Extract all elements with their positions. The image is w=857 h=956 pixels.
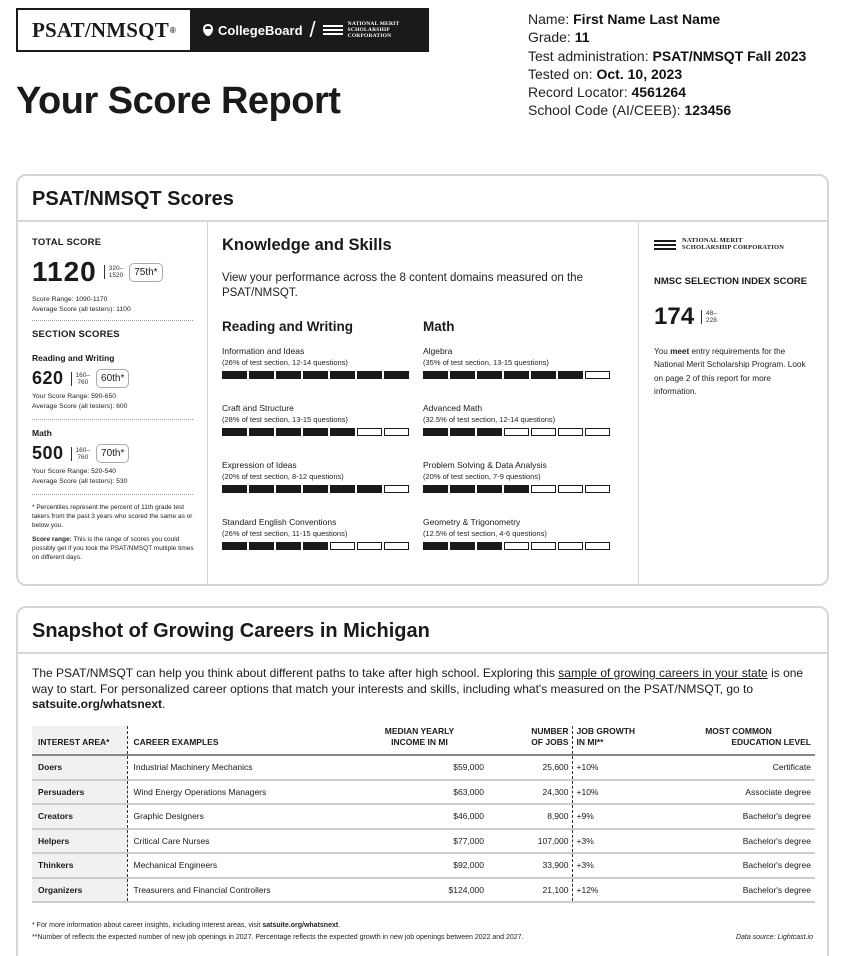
nmsc-eligibility-text: You meet entry requirements for the National Merit Scholarship Program. Look on page 2 of this report for more information. bbox=[654, 346, 806, 397]
career-example-cell: Wind Energy Operations Managers bbox=[127, 780, 349, 805]
income-cell: $63,000 bbox=[349, 780, 506, 805]
education-cell: Bachelor's degree bbox=[660, 829, 815, 854]
registered-mark: ® bbox=[169, 25, 177, 35]
col-education-level: MOST COMMON EDUCATION LEVEL bbox=[660, 726, 815, 755]
bar-segment-empty bbox=[504, 542, 529, 550]
nmsc-lines-icon bbox=[654, 240, 676, 250]
table-row bbox=[32, 878, 815, 903]
jobs-cell: 24,300 bbox=[506, 780, 572, 805]
bar-segment-filled bbox=[303, 485, 328, 493]
domain-weight: (26% of test section, 11-15 questions) bbox=[222, 529, 348, 538]
domain-weight: (20% of test section, 7-9 questions) bbox=[423, 472, 541, 481]
performance-bar bbox=[423, 542, 624, 550]
bar-segment-filled bbox=[330, 428, 355, 436]
performance-bar bbox=[423, 371, 624, 379]
domain-name: Advanced Math bbox=[423, 403, 483, 413]
bar-segment-filled bbox=[504, 485, 529, 493]
jobs-cell: 21,100 bbox=[506, 878, 572, 903]
performance-bar bbox=[222, 428, 423, 436]
table-row bbox=[32, 829, 815, 854]
income-cell: $77,000 bbox=[349, 829, 506, 854]
col-interest-area: INTEREST AREA* bbox=[32, 726, 127, 755]
bar-segment-filled bbox=[222, 485, 247, 493]
score-summary-column bbox=[18, 222, 208, 586]
interest-area-cell: Doers bbox=[32, 755, 127, 780]
total-score: 1120 bbox=[32, 256, 97, 287]
bar-segment-filled bbox=[423, 542, 448, 550]
careers-card bbox=[16, 606, 829, 956]
careers-footnote-2: **Number of reflects the expected number of new job openings in 2027. Percentage reflects the expected growth in new job openings between 2022 and 2027. bbox=[32, 934, 524, 941]
table-row bbox=[32, 804, 815, 829]
divider bbox=[32, 494, 193, 495]
interest-area-cell: Creators bbox=[32, 804, 127, 829]
record-locator-row: Record Locator: 4561264 bbox=[528, 84, 687, 101]
rw-average-score: Average Score (all testers): 600 bbox=[32, 402, 128, 410]
nmsc-lines-icon bbox=[323, 25, 343, 35]
col-career-examples: CAREER EXAMPLES bbox=[127, 726, 349, 755]
bar-segment-empty bbox=[531, 485, 556, 493]
domain-name: Standard English Conventions bbox=[222, 517, 337, 527]
bar-segment-filled bbox=[276, 485, 301, 493]
performance-bar bbox=[222, 542, 423, 550]
acorn-icon bbox=[202, 23, 214, 37]
rw-score-row bbox=[32, 368, 207, 389]
tested-on-row: Tested on: Oct. 10, 2023 bbox=[528, 65, 683, 82]
nmsc-index-score: 174 bbox=[654, 302, 695, 330]
bar-segment-empty bbox=[585, 485, 610, 493]
bar-segment-filled bbox=[423, 371, 448, 379]
bar-segment-empty bbox=[558, 428, 583, 436]
total-percentile-badge: 75th* bbox=[129, 263, 162, 282]
domain-name: Algebra bbox=[423, 346, 453, 356]
school-code-row: School Code (AI/CEEB): 123456 bbox=[528, 102, 732, 119]
nmsc-logo bbox=[323, 21, 427, 39]
total-score-row bbox=[32, 256, 207, 288]
rw-domains-heading: Reading and Writing bbox=[222, 319, 353, 334]
bar-segment-filled bbox=[330, 371, 355, 379]
bar-segment-filled bbox=[357, 485, 382, 493]
col-number-jobs: NUMBER OF JOBS bbox=[506, 726, 572, 755]
performance-bar bbox=[222, 371, 423, 379]
bar-segment-filled bbox=[222, 542, 247, 550]
tested-on-value: Oct. 10, 2023 bbox=[596, 65, 683, 82]
math-score: 500 bbox=[32, 443, 64, 463]
section-scores-label: SECTION SCORES bbox=[32, 329, 120, 340]
math-average-score: Average Score (all testers): 530 bbox=[32, 477, 128, 485]
performance-bar bbox=[222, 485, 423, 493]
bar-segment-filled bbox=[477, 371, 502, 379]
scores-card-title: PSAT/NMSQT Scores bbox=[18, 176, 827, 222]
jobs-cell: 25,600 bbox=[506, 755, 572, 780]
career-example-cell: Industrial Machinery Mechanics bbox=[127, 755, 349, 780]
divider bbox=[32, 320, 193, 321]
career-example-cell: Critical Care Nurses bbox=[127, 829, 349, 854]
growth-cell: +12% bbox=[572, 878, 660, 903]
student-name-row: Name: First Name Last Name bbox=[528, 11, 721, 27]
domain-item bbox=[222, 460, 423, 517]
math-domains-heading: Math bbox=[423, 319, 455, 334]
bar-segment-empty bbox=[384, 428, 409, 436]
bar-segment-filled bbox=[330, 485, 355, 493]
education-cell: Bachelor's degree bbox=[660, 853, 815, 878]
knowledge-skills-column bbox=[208, 222, 639, 586]
career-example-cell: Mechanical Engineers bbox=[127, 853, 349, 878]
bar-segment-filled bbox=[531, 371, 556, 379]
grade-value: 11 bbox=[574, 29, 590, 46]
bar-segment-empty bbox=[330, 542, 355, 550]
interest-area-cell: Helpers bbox=[32, 829, 127, 854]
scores-card bbox=[16, 174, 829, 586]
student-name: First Name Last Name bbox=[573, 11, 721, 27]
domain-name: Problem Solving & Data Analysis bbox=[423, 460, 547, 470]
test-admin-value: PSAT/NMSQT Fall 2023 bbox=[652, 47, 807, 64]
domain-item bbox=[423, 460, 624, 517]
growth-cell: +10% bbox=[572, 755, 660, 780]
table-row bbox=[32, 780, 815, 805]
domain-item bbox=[423, 517, 624, 574]
col-median-income: MEDIAN YEARLY INCOME IN MI bbox=[349, 726, 506, 755]
careers-table-header bbox=[32, 726, 815, 755]
education-cell: Associate degree bbox=[660, 780, 815, 805]
bar-segment-filled bbox=[423, 428, 448, 436]
domain-item bbox=[423, 403, 624, 460]
record-locator-value: 4561264 bbox=[631, 84, 687, 101]
psat-logo-text: PSAT/NMSQT bbox=[31, 17, 169, 42]
jobs-cell: 33,900 bbox=[506, 853, 572, 878]
bar-segment-empty bbox=[384, 485, 409, 493]
bar-segment-filled bbox=[249, 428, 274, 436]
sponsor-logos bbox=[190, 10, 427, 50]
bar-segment-filled bbox=[450, 428, 475, 436]
bar-segment-filled bbox=[384, 371, 409, 379]
interest-area-cell: Organizers bbox=[32, 878, 127, 903]
jobs-cell: 8,900 bbox=[506, 804, 572, 829]
score-range-footnote: Score range: This is the range of scores you could possibly get if you took the PSAT/NMSQT multiple times on different days. bbox=[32, 536, 194, 561]
careers-intro: The PSAT/NMSQT can help you think about different paths to take after high school. Exploring this sample of growing careers in your state is one way to start. For personalized career options that match your interests and skills, including what's measured on the PSAT/NMSQT, go to satsuite.org/whatsnext. bbox=[32, 666, 804, 711]
total-score-label: TOTAL SCORE bbox=[32, 237, 102, 248]
test-admin-row: Test administration: PSAT/NMSQT Fall 2023 bbox=[528, 47, 807, 64]
divider bbox=[32, 419, 193, 420]
bar-segment-empty bbox=[585, 428, 610, 436]
interest-area-cell: Persuaders bbox=[32, 780, 127, 805]
domain-name: Craft and Structure bbox=[222, 403, 294, 413]
student-info bbox=[528, 10, 806, 120]
domain-weight: (12.5% of test section, 4-6 questions) bbox=[423, 529, 547, 538]
income-cell: $92,000 bbox=[349, 853, 506, 878]
bar-segment-filled bbox=[276, 371, 301, 379]
growth-cell: +10% bbox=[572, 780, 660, 805]
bar-segment-filled bbox=[477, 485, 502, 493]
bar-segment-empty bbox=[531, 542, 556, 550]
bar-segment-filled bbox=[450, 542, 475, 550]
income-cell: $46,000 bbox=[349, 804, 506, 829]
percentile-footnote: * Percentiles represent the percent of 11th grade test takers from the past 3 years who scored the same as or below you. bbox=[32, 504, 193, 529]
interest-area-cell: Thinkers bbox=[32, 853, 127, 878]
logo-divider: / bbox=[309, 17, 316, 42]
math-percentile-badge: 70th* bbox=[96, 444, 129, 463]
math-domains bbox=[423, 319, 624, 574]
domain-weight: (35% of test section, 13-15 questions) bbox=[423, 358, 549, 367]
domain-weight: (20% of test section, 8-12 questions) bbox=[222, 472, 344, 481]
education-cell: Bachelor's degree bbox=[660, 804, 815, 829]
bar-segment-filled bbox=[249, 485, 274, 493]
school-code-value: 123456 bbox=[684, 102, 732, 119]
rw-score-range: Your Score Range: 590-650 bbox=[32, 393, 117, 400]
domain-name: Geometry & Trigonometry bbox=[423, 517, 521, 527]
bar-segment-empty bbox=[357, 542, 382, 550]
bar-segment-filled bbox=[303, 542, 328, 550]
bar-segment-empty bbox=[504, 428, 529, 436]
career-example-cell: Graphic Designers bbox=[127, 804, 349, 829]
performance-bar bbox=[423, 428, 624, 436]
domain-item bbox=[222, 517, 423, 574]
bar-segment-filled bbox=[504, 371, 529, 379]
nmsc-column bbox=[639, 222, 827, 586]
math-score-row bbox=[32, 443, 207, 464]
domain-weight: (28% of test section, 13-15 questions) bbox=[222, 415, 348, 424]
bar-segment-filled bbox=[303, 428, 328, 436]
bar-segment-filled bbox=[423, 485, 448, 493]
nmsc-index-heading: NMSC SELECTION INDEX SCORE bbox=[654, 275, 808, 287]
domain-item bbox=[423, 346, 624, 403]
bar-segment-filled bbox=[477, 542, 502, 550]
total-average-score: Average Score (all testers): 1100 bbox=[32, 305, 131, 313]
bar-segment-filled bbox=[249, 371, 274, 379]
math-score-range: Your Score Range: 520-540 bbox=[32, 468, 117, 475]
careers-card-title: Snapshot of Growing Careers in Michigan bbox=[18, 608, 827, 654]
collegeboard-text: CollegeBoard bbox=[218, 22, 303, 38]
bar-segment-filled bbox=[303, 371, 328, 379]
data-source: Data source: Lightcast.io bbox=[735, 934, 813, 941]
domain-weight: (26% of test section, 12-14 questions) bbox=[222, 358, 348, 367]
bar-segment-filled bbox=[222, 371, 247, 379]
domain-name: Information and Ideas bbox=[222, 346, 305, 356]
growth-cell: +9% bbox=[572, 804, 660, 829]
bar-segment-empty bbox=[558, 485, 583, 493]
whatsnext-link[interactable]: satsuite.org/whatsnext bbox=[32, 697, 163, 711]
careers-table bbox=[32, 726, 815, 903]
bar-segment-empty bbox=[585, 542, 610, 550]
growing-careers-link[interactable]: sample of growing careers in your state bbox=[558, 666, 768, 680]
math-score-scale: 160– 760 bbox=[71, 447, 90, 461]
growth-cell: +3% bbox=[572, 829, 660, 854]
psat-logo bbox=[18, 10, 190, 50]
bar-segment-filled bbox=[249, 542, 274, 550]
bar-segment-filled bbox=[558, 371, 583, 379]
total-score-range: Score Range: 1090-1170 bbox=[32, 296, 108, 303]
bar-segment-filled bbox=[450, 371, 475, 379]
growth-cell: +3% bbox=[572, 853, 660, 878]
bar-segment-filled bbox=[477, 428, 502, 436]
education-cell: Bachelor's degree bbox=[660, 878, 815, 903]
domain-columns bbox=[222, 319, 624, 574]
table-row bbox=[32, 755, 815, 780]
bar-segment-empty bbox=[384, 542, 409, 550]
domain-item bbox=[222, 346, 423, 403]
rw-section-label: Reading and Writing bbox=[32, 353, 115, 363]
bar-segment-empty bbox=[585, 371, 610, 379]
bar-segment-empty bbox=[558, 542, 583, 550]
nmsc-logo-line1: NATIONAL MERIT bbox=[347, 20, 400, 27]
performance-bar bbox=[423, 485, 624, 493]
rw-domains bbox=[222, 319, 423, 574]
grade-row: Grade: 11 bbox=[528, 29, 590, 46]
knowledge-skills-title: Knowledge and Skills bbox=[222, 236, 392, 254]
rw-score-scale: 160– 760 bbox=[71, 372, 90, 386]
domain-item bbox=[222, 403, 423, 460]
total-score-scale: 320– 1520 bbox=[104, 265, 123, 279]
career-example-cell: Treasurers and Financial Controllers bbox=[127, 878, 349, 903]
bar-segment-filled bbox=[276, 428, 301, 436]
income-cell: $59,000 bbox=[349, 755, 506, 780]
nmsc-score-scale: 48– 228 bbox=[701, 310, 717, 324]
knowledge-skills-description: View your performance across the 8 content domains measured on the PSAT/NMSQT. bbox=[222, 272, 583, 299]
income-cell: $124,000 bbox=[349, 878, 506, 903]
nmsc-logo-line2: SCHOLARSHIP CORPORATION bbox=[347, 26, 392, 40]
bar-segment-empty bbox=[531, 428, 556, 436]
page-title: Your Score Report bbox=[16, 80, 341, 122]
domain-name: Expression of Ideas bbox=[222, 460, 297, 470]
rw-percentile-badge: 60th* bbox=[96, 369, 129, 388]
education-cell: Certificate bbox=[660, 755, 815, 780]
domain-weight: (32.5% of test section, 12-14 questions) bbox=[423, 415, 556, 424]
nmsc-small-logo: NATIONAL MERIT SCHOLARSHIP CORPORATION bbox=[654, 238, 813, 252]
bar-segment-filled bbox=[357, 371, 382, 379]
bar-segment-filled bbox=[450, 485, 475, 493]
careers-footnote-1: * For more information about career insights, including interest areas, visit satsuite.org/whatsnext. bbox=[32, 922, 341, 929]
nmsc-score-row bbox=[654, 303, 813, 331]
bar-segment-filled bbox=[222, 428, 247, 436]
collegeboard-logo bbox=[202, 23, 303, 38]
psat-logo-bar bbox=[16, 8, 429, 52]
col-job-growth: JOB GROWTH IN MI** bbox=[572, 726, 660, 755]
table-row bbox=[32, 853, 815, 878]
math-section-label: Math bbox=[32, 428, 52, 438]
jobs-cell: 107,000 bbox=[506, 829, 572, 854]
bar-segment-filled bbox=[276, 542, 301, 550]
bar-segment-empty bbox=[357, 428, 382, 436]
rw-score: 620 bbox=[32, 368, 64, 388]
